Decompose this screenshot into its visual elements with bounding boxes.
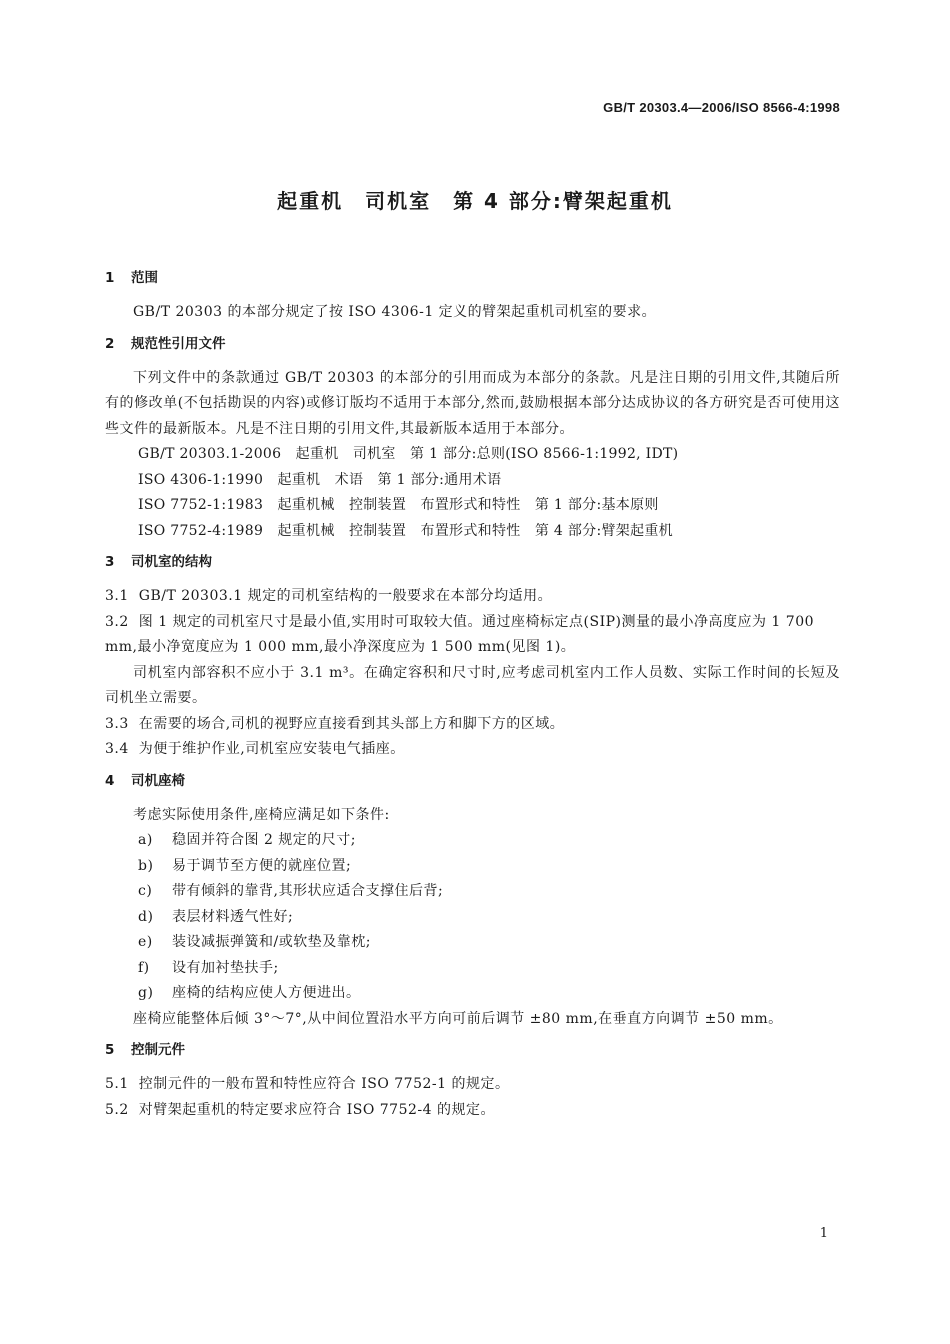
clause-3-3	[105, 712, 840, 738]
section-number: 4	[105, 772, 115, 789]
list-label: g)	[138, 985, 154, 1001]
scope-paragraph: GB/T 20303 的本部分规定了按 ISO 4306-1 定义的臂架起重机司机室的要求。	[133, 304, 657, 320]
list-label: a)	[138, 832, 153, 848]
list-text: 表层材料透气性好;	[172, 908, 294, 925]
list-label: e)	[138, 934, 153, 950]
list-item	[105, 905, 840, 931]
list-label: d)	[138, 908, 154, 925]
list-text: 座椅的结构应使人方便进出。	[172, 985, 361, 1001]
section-title: 控制元件	[131, 1042, 185, 1058]
clause-number: 3.4	[105, 741, 129, 757]
list-label: b)	[138, 857, 154, 874]
clause-3-2	[105, 610, 840, 661]
section-number: 1	[105, 270, 115, 286]
clause-text: GB/T 20303.1 规定的司机室结构的一般要求在本部分均适用。	[138, 588, 553, 604]
clause-text: 对臂架起重机的特定要求应符合 ISO 7752-4 的规定。	[138, 1101, 495, 1118]
list-label: c)	[138, 883, 153, 899]
section-number: 2	[105, 335, 115, 352]
reference-item: ISO 7752-4:1989 起重机械 控制装置 布置形式和特性 第 4 部分:臂架起重机	[138, 522, 673, 539]
clause-5-2	[105, 1098, 840, 1124]
section-2-heading	[105, 332, 840, 356]
list-item	[105, 854, 840, 880]
clause-5-1	[105, 1072, 840, 1098]
list-item	[105, 981, 840, 1007]
list-item	[105, 930, 840, 956]
list-item	[105, 828, 840, 854]
clause-3-1	[105, 584, 840, 610]
list-label: f)	[138, 959, 150, 976]
clause-3-2-paragraph-2: 司机室内部容积不应小于 3.1 m³。在确定容积和尺寸时,应考虑司机室内工作人员数、实际工作时间的长短及司机坐立需要。	[105, 664, 840, 706]
list-text: 稳固并符合图 2 规定的尺寸;	[172, 832, 357, 848]
clause-number: 3.3	[105, 715, 129, 732]
clause-text: 图 1 规定的司机室尺寸是最小值,实用时可取较大值。通过座椅标定点(SIP)测量的最小净高度应为 1 700 mm,最小净宽度应为 1 000 mm,最小净深度应为 1 500 mm(见图 1)。	[105, 613, 815, 655]
standard-number-header: GB/T 20303.4—2006/ISO 8566-4:1998	[603, 100, 840, 115]
section-1-heading	[105, 266, 840, 290]
clause-text: 为便于维护作业,司机室应安装电气插座。	[138, 741, 405, 757]
reference-item: ISO 4306-1:1990 起重机 术语 第 1 部分:通用术语	[138, 471, 502, 488]
page-number: 1	[819, 1226, 828, 1241]
reference-item: ISO 7752-1:1983 起重机械 控制装置 布置形式和特性 第 1 部分:基本原则	[138, 497, 659, 513]
list-text: 设有加衬垫扶手;	[172, 959, 279, 976]
list-item	[105, 956, 840, 982]
list-text: 易于调节至方便的就座位置;	[172, 857, 352, 874]
section-3-heading	[105, 550, 840, 574]
clause-number: 3.2	[105, 613, 129, 630]
clause-number: 3.1	[105, 588, 129, 604]
clause-text: 控制元件的一般布置和特性应符合 ISO 7752-1 的规定。	[138, 1076, 510, 1092]
seat-adjustment-paragraph: 座椅应能整体后倾 3°～7°,从中间位置沿水平方向可前后调节 ±80 mm,在垂直方向调节 ±50 mm。	[133, 1010, 783, 1027]
section-number: 3	[105, 554, 115, 570]
document-body	[105, 266, 840, 1123]
section-title: 司机室的结构	[131, 554, 212, 570]
clause-number: 5.2	[105, 1101, 129, 1118]
document-title: 起重机 司机室 第 4 部分:臂架起重机	[277, 189, 673, 213]
section-number: 5	[105, 1042, 115, 1058]
clause-text: 在需要的场合,司机的视野应直接看到其头部上方和脚下方的区域。	[138, 715, 565, 732]
clause-number: 5.1	[105, 1076, 129, 1092]
clause-3-4	[105, 737, 840, 763]
list-text: 装设减振弹簧和/或软垫及靠枕;	[172, 934, 371, 950]
normative-references-paragraph: 下列文件中的条款通过 GB/T 20303 的本部分的引用而成为本部分的条款。凡是注日期的引用文件,其随后所有的修改单(不包括勘误的内容)或修订版均不适用于本部分,然而,鼓励根据本部分达成协议的各方研究是否可使用这些文件的最新版本。凡是不注日期的引用文件,其最新版本适用于本部分。	[105, 369, 840, 437]
section-5-heading	[105, 1038, 840, 1062]
section-title: 司机座椅	[131, 772, 185, 789]
reference-item: GB/T 20303.1-2006 起重机 司机室 第 1 部分:总则(ISO 8566-1:1992, IDT)	[138, 446, 679, 462]
seat-intro: 考虑实际使用条件,座椅应满足如下条件:	[133, 806, 390, 823]
list-text: 带有倾斜的靠背,其形状应适合支撑住后背;	[172, 883, 444, 899]
section-4-heading	[105, 769, 840, 793]
list-item	[105, 879, 840, 905]
section-title: 规范性引用文件	[131, 335, 226, 352]
section-title: 范围	[131, 270, 158, 286]
